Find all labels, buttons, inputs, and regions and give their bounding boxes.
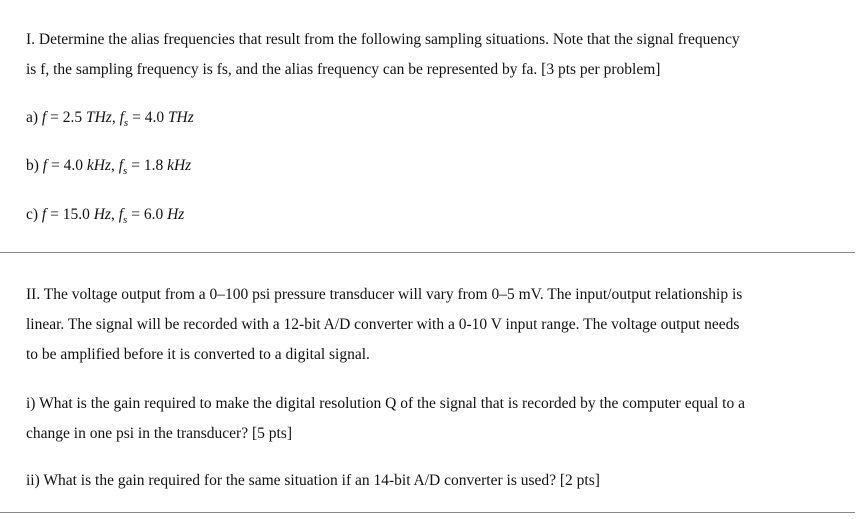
signal-frequency-value: 2.5 bbox=[62, 109, 83, 126]
problem-label: c) bbox=[26, 206, 39, 223]
sampling-frequency-unit: THz bbox=[167, 109, 194, 126]
section1-intro-line1 bbox=[26, 30, 740, 50]
question-i-line1 bbox=[26, 394, 745, 414]
section2-intro-line1 bbox=[26, 285, 742, 305]
problem-a: a) f = 2.5 THz, $f_s = 4.0$ THz bbox=[26, 109, 194, 130]
sampling-frequency-unit: Hz bbox=[167, 206, 185, 223]
section1-intro-line2 bbox=[26, 60, 660, 80]
problem-c: c) f = 15.0 Hz, $f_s = 6.0$ Hz bbox=[26, 206, 185, 227]
section2-intro-line2 bbox=[26, 315, 739, 335]
bottom-divider bbox=[0, 512, 855, 513]
section2-intro-text-2: linear. The signal will be recorded with a 12-bit A/D converter with a 0-10 V input range. The voltage output needs bbox=[26, 316, 740, 333]
sampling-frequency-value: 4.0 bbox=[144, 109, 165, 126]
sampling-frequency-value: 6.0 bbox=[143, 206, 164, 223]
signal-frequency-unit: THz bbox=[85, 109, 112, 126]
question-i-text-2: change in one psi in the transducer? [5 pts] bbox=[26, 425, 292, 442]
signal-frequency-value: 15.0 bbox=[62, 206, 90, 223]
problem-b: b) f = 4.0 kHz, $f_s = 1.8$ kHz bbox=[26, 157, 192, 178]
section2-intro-text-3: to be amplified before it is converted to a digital signal. bbox=[26, 346, 370, 363]
problem-label: b) bbox=[26, 157, 39, 174]
sampling-frequency-value: 1.8 bbox=[143, 157, 164, 174]
question-ii-text: ii) What is the gain required for the same situation if an 14-bit A/D converter is used? [2 pts] bbox=[26, 472, 600, 489]
question-ii-line1 bbox=[26, 471, 600, 491]
signal-frequency-unit: kHz bbox=[86, 157, 111, 174]
signal-frequency-value: 4.0 bbox=[63, 157, 83, 174]
section1-intro-text-1: I. Determine the alias frequencies that result from the following sampling situations. Note that the signal frequency bbox=[26, 31, 740, 48]
signal-frequency-unit: Hz bbox=[93, 206, 111, 223]
question-i-line2 bbox=[26, 424, 292, 444]
section1-intro-text-2: is f, the sampling frequency is fs, and the alias frequency can be represented by fa. [3 pts per problem] bbox=[26, 61, 661, 78]
section2-intro-line3 bbox=[26, 345, 370, 365]
problem-label: a) bbox=[26, 109, 39, 126]
question-i-text-1: i) What is the gain required to make the digital resolution Q of the signal that is recorded by the computer equal to a bbox=[26, 395, 745, 412]
section-divider bbox=[0, 252, 855, 253]
sampling-frequency-unit: kHz bbox=[167, 157, 192, 174]
section2-intro-text-1: II. The voltage output from a 0–100 psi pressure transducer will vary from 0–5 mV. The input/output relationship is bbox=[26, 286, 743, 303]
